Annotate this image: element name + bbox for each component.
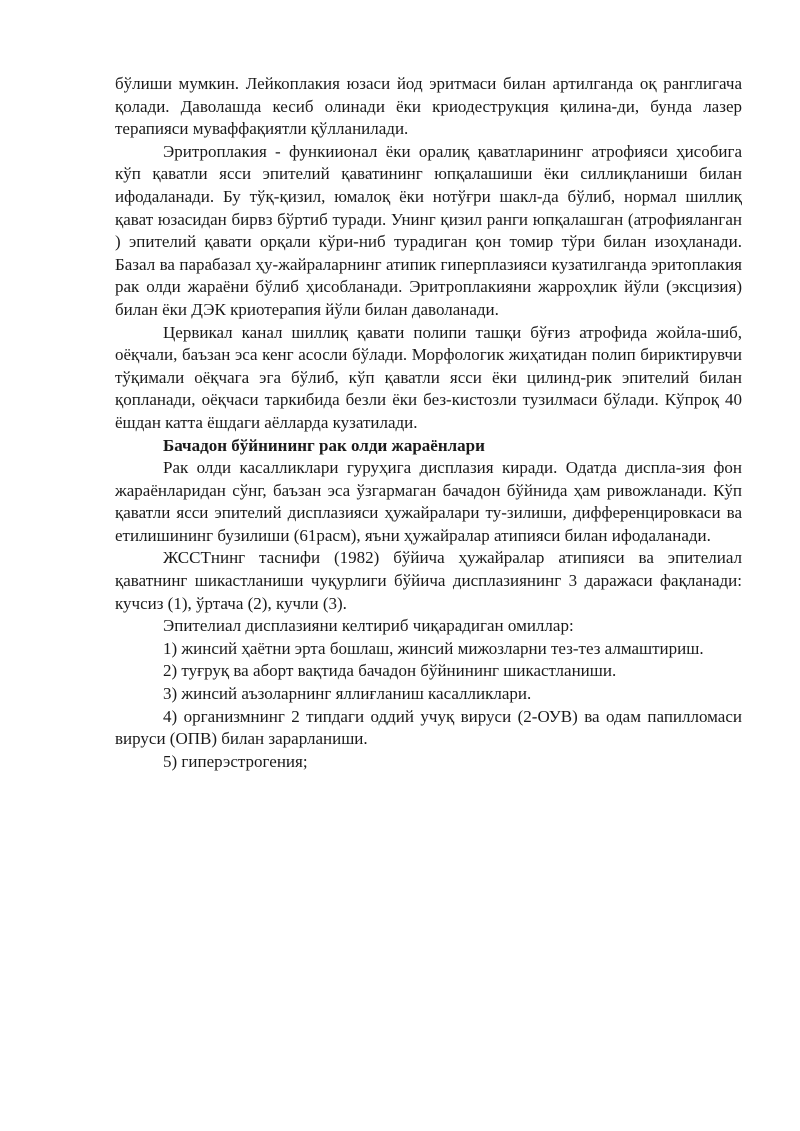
- paragraph-erythroplakia: Эритроплакия - функиионал ёки оралиқ қаватларининг атрофияси ҳисобига кўп қаватли ясси эпителий қаватининг юпқалашиши ёки силлиқланиши билан ифодаланади. Бу тўқ-қизил, юмалоқ ёки нотўғри шакл-да бўлиб, нормал шиллиқ қават юзасидан бирвз бўртиб туради. Унинг қизил ранги юпқалашган (атрофияланган ) эпителий қавати орқали кўри-ниб турадиган қон томир тўри билан изоҳланади. Базал ва парабазал ҳу-жайраларнинг атипик гиперплазияси кузатилганда эритоплакия рак олди жараёни бўлиб ҳисобланади. Эритроплакияни жарроҳлик йўли (эксцизия) билан ёки ДЭК криотерапия йўли билан даволанади.: [115, 141, 742, 319]
- list-item-factor-5: 5) гиперэстрогения;: [163, 751, 308, 771]
- paragraph-dysplasia: Рак олди касалликлари гуруҳига дисплазия киради. Одатда диспла-зия фон жараёнларидан сўнг, баъзан эса ўзгармаган бачадон бўйнида ҳам ривожланади. Кўп қаватли ясси эпителий дисплазияси ҳужайралари ту-зилиши, дифференцировкаси ва етилишининг бузилиши (61расм), яъни ҳужайралар атипияси билан ифодаланади.: [115, 458, 742, 545]
- section-heading: Бачадон бўйнининг рак олди жараёнлари: [163, 435, 485, 455]
- paragraph-continuation: бўлиши мумкин. Лейкоплакия юзаси йод эритмаси билан артилганда оқ ранглигача қолади. Даволашда кесиб олинади ёки криодеструкция қилина-ди, бунда лазер терапияси муваффақиятли қўлланилади.: [115, 74, 742, 139]
- list-item-factor-3: 3) жинсий аъзоларнинг яллиғланиш касалликлари.: [163, 684, 532, 704]
- list-item-factor-2: 2) туғруқ ва аборт вақтида бачадон бўйнининг шикастланиши.: [163, 661, 617, 681]
- list-item-factor-1: 1) жинсий ҳаётни эрта бошлаш, жинсий мижозларни тез-тез алмаштириш.: [163, 638, 704, 658]
- document-page: [115, 73, 742, 773]
- paragraph-cervical-polyp: Цервикал канал шиллиқ қавати полипи ташқи бўғиз атрофида жойла-шиб, оёқчали, баъзан эса кенг асосли бўлади. Морфологик жиҳатидан полип бириктирувчи тўқимали оёқчага эга бўлиб, кўп қаватли ясси ёки цилинд-рик эпителий билан қопланади, оёқчаси таркибида безли ёки без-кистозли тузилмаси бўлади. Кўпроқ 40 ёшдан катта ёшдаги аёлларда кузатилади.: [115, 322, 742, 432]
- paragraph-factors-intro: Эпителиал дисплазияни келтириб чиқарадиган омиллар:: [163, 616, 574, 636]
- list-item-factor-4: 4) организмнинг 2 типдаги оддий учуқ вируси (2-ОУВ) ва одам папилломаси вируси (ОПВ) билан зарарланиши.: [115, 706, 742, 749]
- paragraph-who-classification: ЖССТнинг таснифи (1982) бўйича ҳужайралар атипияси ва эпителиал қаватнинг шикастланиши чуқурлиги бўйича дисплазиянинг 3 даражаси фақланади: кучсиз (1), ўртача (2), кучли (3).: [115, 548, 742, 613]
